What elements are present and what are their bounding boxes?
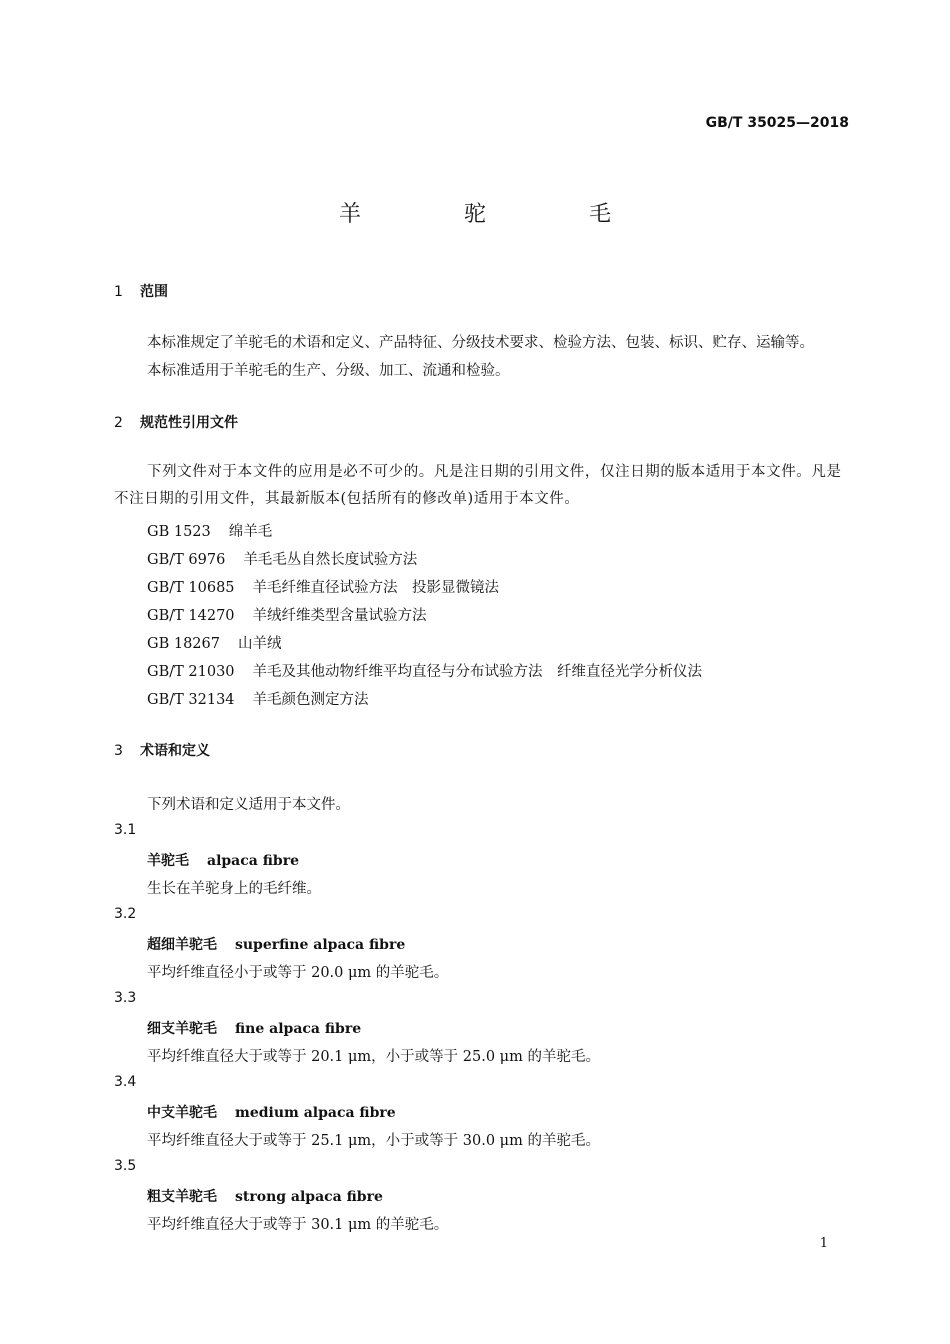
reference-item bbox=[147, 632, 281, 653]
section-number: 1 bbox=[114, 284, 123, 300]
scope-paragraph-1: 本标准规定了羊驼毛的术语和定义、产品特征、分级技术要求、检验方法、包装、标识、贮存、运输等。 bbox=[147, 335, 814, 351]
reference-code: GB 1523 bbox=[147, 524, 211, 540]
term-number: 3.4 bbox=[114, 1074, 137, 1090]
term-definition: 平均纤维直径大于或等于 20.1 μm，小于或等于 25.0 μm 的羊驼毛。 bbox=[147, 1049, 600, 1065]
page-number: 1 bbox=[819, 1236, 828, 1251]
reference-title: 羊毛及其他动物纤维平均直径与分布试验方法 纤维直径光学分析仪法 bbox=[252, 664, 703, 680]
standard-code: GB/T 35025—2018 bbox=[705, 115, 849, 131]
reference-code: GB/T 14270 bbox=[147, 608, 235, 624]
term-english: superfine alpaca fibre bbox=[235, 937, 406, 953]
section-heading-normative bbox=[114, 412, 238, 432]
reference-code: GB/T 6976 bbox=[147, 552, 226, 568]
reference-title: 绵羊毛 bbox=[228, 524, 273, 540]
term-title bbox=[147, 850, 299, 870]
reference-item bbox=[147, 548, 417, 569]
reference-title: 羊毛纤维直径试验方法 投影显微镜法 bbox=[252, 580, 500, 596]
reference-code: GB 18267 bbox=[147, 636, 220, 652]
term-number: 3.5 bbox=[114, 1158, 137, 1174]
section-heading-terms bbox=[114, 740, 210, 760]
section-title: 规范性引用文件 bbox=[140, 415, 238, 431]
terms-intro: 下列术语和定义适用于本文件。 bbox=[147, 797, 350, 813]
reference-code: GB/T 10685 bbox=[147, 580, 235, 596]
reference-title: 山羊绒 bbox=[237, 636, 282, 652]
term-chinese: 超细羊驼毛 bbox=[147, 937, 217, 953]
term-definition: 平均纤维直径大于或等于 25.1 μm，小于或等于 30.0 μm 的羊驼毛。 bbox=[147, 1133, 600, 1149]
reference-code: GB/T 32134 bbox=[147, 692, 235, 708]
section-title: 术语和定义 bbox=[140, 743, 210, 759]
reference-code: GB/T 21030 bbox=[147, 664, 235, 680]
term-english: fine alpaca fibre bbox=[235, 1021, 362, 1037]
section-number: 2 bbox=[114, 415, 123, 431]
document-title: 羊 驼 毛 bbox=[339, 202, 659, 227]
section-number: 3 bbox=[114, 743, 123, 759]
term-chinese: 羊驼毛 bbox=[147, 853, 189, 869]
reference-title: 羊毛颜色测定方法 bbox=[252, 692, 369, 708]
term-chinese: 中支羊驼毛 bbox=[147, 1105, 217, 1121]
reference-item bbox=[147, 604, 427, 625]
term-title bbox=[147, 1186, 383, 1206]
term-definition: 生长在羊驼身上的毛纤维。 bbox=[147, 881, 321, 897]
term-number: 3.1 bbox=[114, 822, 137, 838]
reference-item bbox=[147, 520, 272, 541]
section-title: 范围 bbox=[140, 284, 168, 300]
term-number: 3.2 bbox=[114, 906, 137, 922]
term-title bbox=[147, 1102, 396, 1122]
term-chinese: 细支羊驼毛 bbox=[147, 1021, 217, 1037]
reference-item bbox=[147, 576, 499, 597]
reference-item bbox=[147, 688, 369, 709]
section-heading-scope bbox=[114, 281, 168, 301]
reference-title: 羊毛毛丛自然长度试验方法 bbox=[243, 552, 418, 568]
normative-intro: 下列文件对于本文件的应用是必不可少的。凡是注日期的引用文件，仅注日期的版本适用于本文件。凡是不注日期的引用文件，其最新版本(包括所有的修改单)适用于本文件。 bbox=[114, 464, 842, 507]
term-title bbox=[147, 934, 405, 954]
term-english: medium alpaca fibre bbox=[235, 1105, 396, 1121]
term-definition: 平均纤维直径大于或等于 30.1 μm 的羊驼毛。 bbox=[147, 1217, 449, 1233]
term-english: strong alpaca fibre bbox=[235, 1189, 383, 1205]
term-definition: 平均纤维直径小于或等于 20.0 μm 的羊驼毛。 bbox=[147, 965, 449, 981]
term-title bbox=[147, 1018, 361, 1038]
reference-title: 羊绒纤维类型含量试验方法 bbox=[252, 608, 427, 624]
term-chinese: 粗支羊驼毛 bbox=[147, 1189, 217, 1205]
scope-paragraph-2: 本标准适用于羊驼毛的生产、分级、加工、流通和检验。 bbox=[147, 363, 510, 379]
term-english: alpaca fibre bbox=[207, 853, 299, 869]
reference-item bbox=[147, 660, 702, 681]
term-number: 3.3 bbox=[114, 990, 137, 1006]
